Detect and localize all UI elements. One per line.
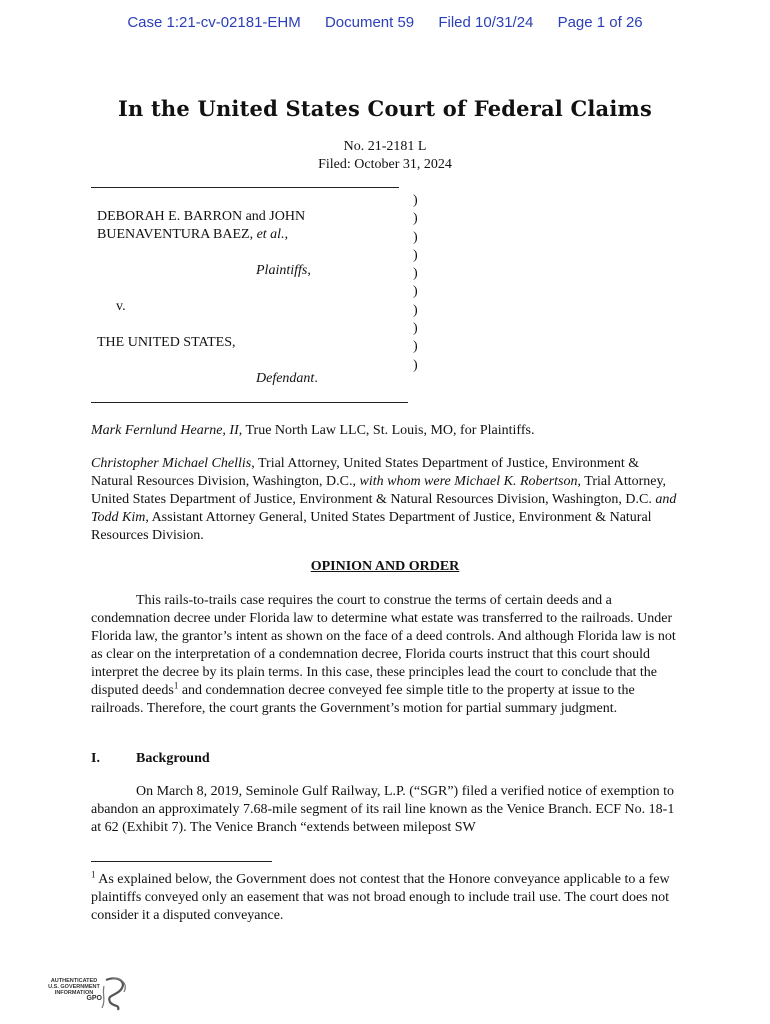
- case-meta: [0, 138, 770, 174]
- gpo-authentication-logo: [44, 974, 134, 1016]
- opinion-title: OPINION AND ORDER: [310, 559, 460, 574]
- gpo-text: AUTHENTICATED U.S. GOVERNMENT INFORMATION GPO: [48, 978, 102, 1002]
- plaintiffs-names: DEBORAH E. BARRON and JOHN BUENAVENTURA BAEZ, et al.,: [97, 209, 306, 242]
- footnote-separator: [91, 861, 272, 862]
- plaintiffs-role: Plaintiffs,: [256, 263, 311, 278]
- section-number: I.: [91, 751, 100, 766]
- plaintiff-counsel: Mark Fernlund Hearne, II, True North Law LLC, St. Louis, MO, for Plaintiffs.: [91, 423, 535, 438]
- footnote-number: 1: [91, 869, 96, 880]
- background-paragraph: On March 8, 2019, Seminole Gulf Railway, L.P. (“SGR”) filed a verified notice of exemption to abandon an approximately 7.68-mile segment of its rail line known as the Venice Branch. ECF No. 18-1 at 62 (Exhibit 7). The Venice Branch “extends between milepost SW: [91, 784, 675, 835]
- intro-paragraph: This rails-to-trails case requires the court to construe the terms of certain deeds and a condemnation decree under Florida law to determine what estate was transferred to the railroads. Under Florida law, the grantor’s intent as shown on the face of a deed controls. And although Florida law is not as clear on the interpretation of a condemnation decree, Florida courts instruct that this court should interpret the decree by its plain terms. In this case, these principles lead the court to conclude that the disputed deeds$^1$ and condemnation decree conveyed fee simple title to the property at issue to the railroads. Therefore, the court grants the Government’s motion for partial summary judgment.: [91, 593, 676, 716]
- section-title: Background: [136, 751, 210, 766]
- caption-parentheses: ) ) ) ) ) ) ) ) ) ): [413, 193, 418, 373]
- government-counsel: Christopher Michael Chellis, Trial Attorney, United States Department of Justice, Environment & Natural Resources Division, Washington, D.C., with whom were Michael K. Robertson, Trial Attorney, United States Department of Justice, Environment & Natural Resources Division, Washington, D.C. and Todd Kim, Assistant Attorney General, United States Department of Justice, Environment & Natural Resources Division.: [91, 456, 677, 543]
- case-number: No. 21-2181 L: [343, 139, 427, 154]
- filed-date-stamp: Filed 10/31/24: [438, 14, 534, 31]
- filing-stamp-header: [0, 14, 770, 31]
- caption-bottom-rule: [91, 402, 408, 403]
- court-title: In the United States Court of Federal Claims: [118, 96, 652, 121]
- caption-top-rule: [91, 187, 399, 188]
- page-number-stamp: Page 1 of 26: [557, 14, 643, 31]
- defendant-name: THE UNITED STATES,: [97, 335, 236, 350]
- defendant-role: Defendant.: [256, 371, 318, 386]
- document-number-stamp: Document 59: [324, 14, 415, 31]
- section-heading: [91, 751, 210, 767]
- footnote-1: $^1$ As explained below, the Government does not contest that the Honore conveyance applicable to a few plaintiffs conveyed only an easement that was not broad enough to include trail use. The court does not consider it a disputed conveyance.: [91, 869, 670, 923]
- footnote-ref-1[interactable]: 1: [173, 680, 179, 691]
- case-number-stamp: Case 1:21-cv-02181-EHM: [127, 14, 301, 31]
- filed-date: Filed: October 31, 2024: [318, 157, 452, 172]
- versus: v.: [116, 299, 126, 314]
